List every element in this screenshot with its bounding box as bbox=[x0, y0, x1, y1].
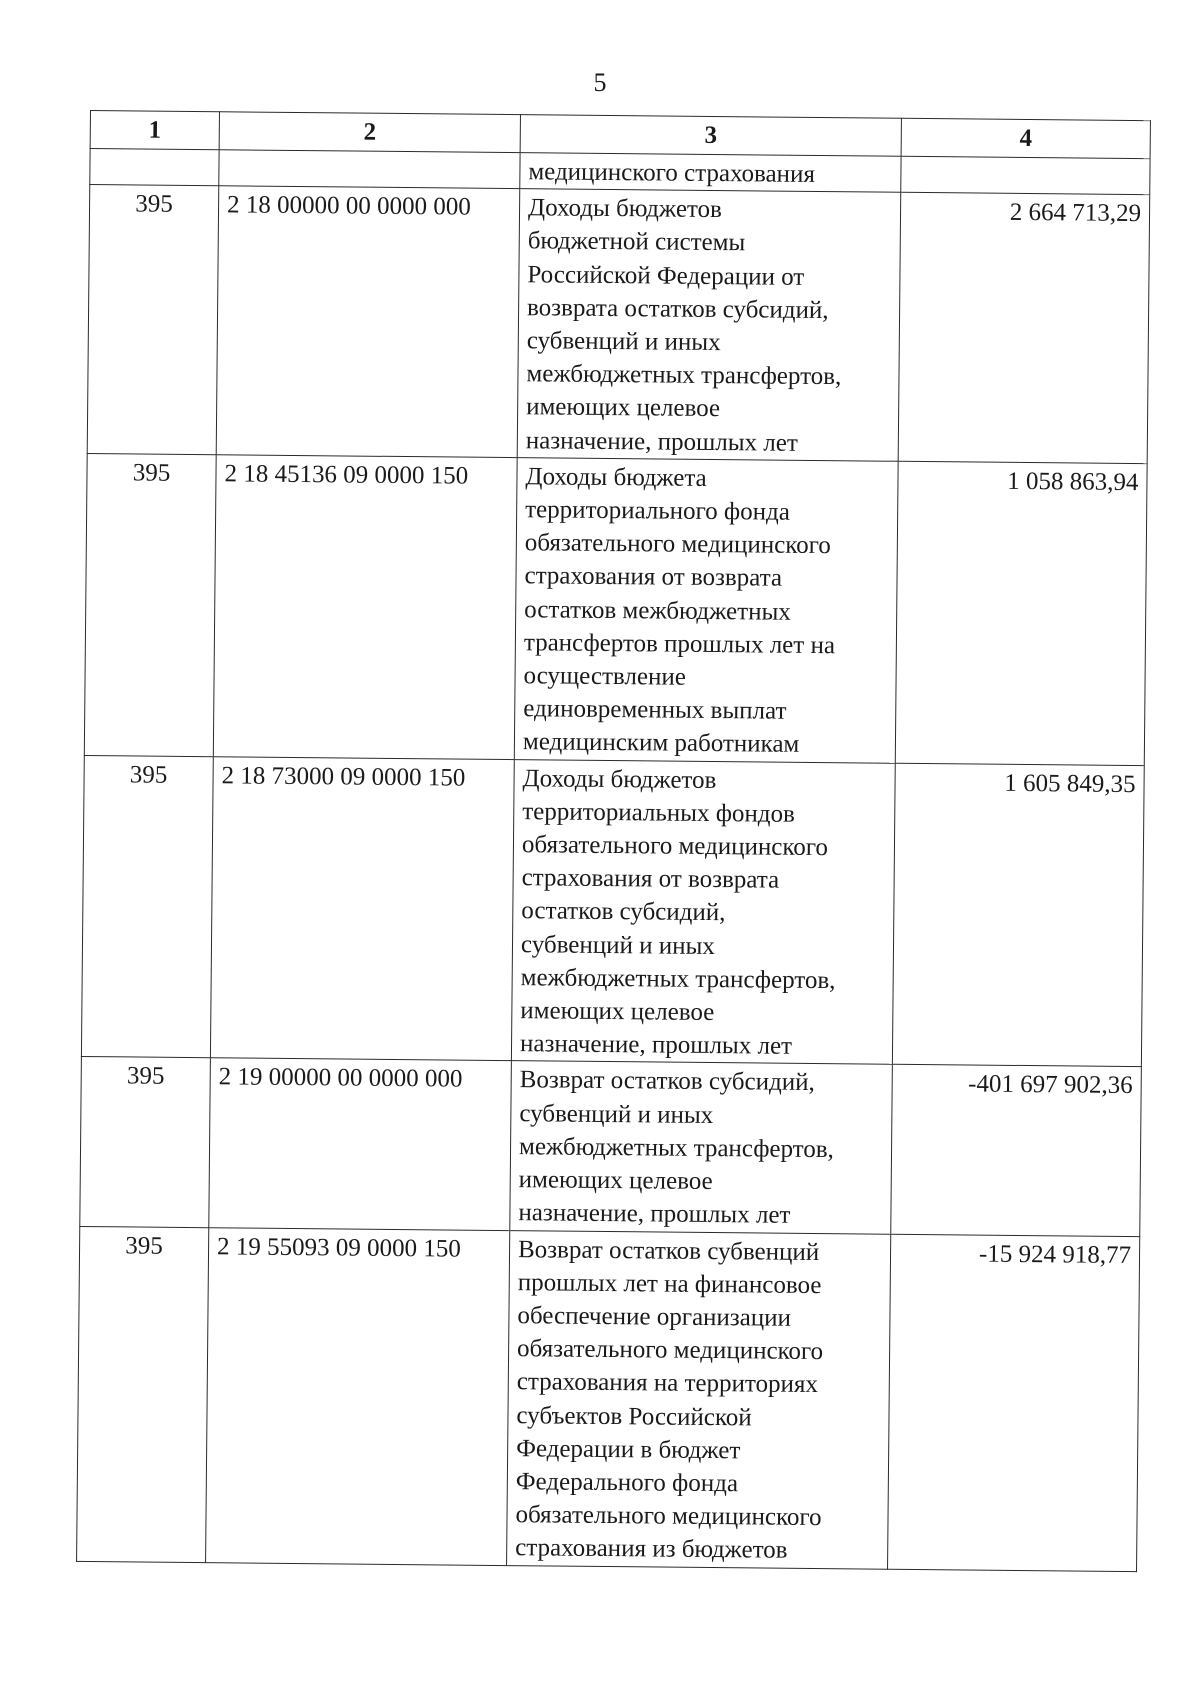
classification-code-cell: 2 19 00000 00 0000 000 bbox=[209, 1058, 512, 1230]
income-name-line: страхования на территориях bbox=[516, 1368, 819, 1399]
column-header-2: 2 bbox=[219, 112, 520, 153]
income-name-line: Федерального фонда bbox=[515, 1468, 739, 1498]
income-name-line: единовременных выплат bbox=[523, 695, 787, 725]
income-name-line: Доходы бюджетов bbox=[527, 194, 723, 224]
page-number: 5 bbox=[593, 68, 607, 97]
income-name-line: страхования от возврата bbox=[524, 562, 783, 593]
income-name-line: субвенций и иных bbox=[520, 930, 716, 960]
income-name-line: обязательного медицинского bbox=[515, 1501, 822, 1532]
income-name-line: остатков субсидий, bbox=[521, 897, 726, 927]
admin-code-cell: 395 bbox=[81, 755, 213, 1058]
income-name-line: межбюджетных трансфертов, bbox=[526, 360, 842, 391]
table-row bbox=[87, 185, 1150, 464]
income-name-line: медицинского страхования bbox=[528, 158, 816, 188]
table-row bbox=[77, 1226, 1140, 1571]
income-name-line: Российской Федерации от bbox=[527, 260, 805, 291]
income-name-cell bbox=[517, 189, 901, 461]
income-name-line: территориальных фондов bbox=[522, 798, 796, 828]
income-name-line: возврата остатков субсидий, bbox=[526, 294, 829, 324]
classification-code-cell: 2 19 55093 09 0000 150 bbox=[206, 1227, 510, 1565]
admin-code-cell: 395 bbox=[84, 453, 216, 756]
income-name-cell bbox=[510, 1061, 893, 1234]
income-name-line: Федерации в бюджет bbox=[516, 1434, 741, 1465]
income-name-line: субъектов Российской bbox=[516, 1401, 752, 1431]
income-name-line: Возврат остатков субвенций bbox=[517, 1235, 820, 1266]
table-body bbox=[77, 149, 1151, 1572]
income-name-line: Возврат остатков субсидий, bbox=[519, 1066, 815, 1097]
income-name-line: остатков межбюджетных bbox=[524, 595, 791, 626]
budget-table bbox=[76, 110, 1151, 1572]
admin-code-cell: 395 bbox=[77, 1226, 209, 1562]
income-name-line: субвенций и иных bbox=[519, 1099, 714, 1129]
income-name-line: медицинским работникам bbox=[522, 728, 800, 759]
amount-cell: -401 697 902,36 bbox=[891, 1065, 1142, 1236]
income-name-line: межбюджетных трансфертов, bbox=[518, 1133, 835, 1164]
income-name-line: Доходы бюджета bbox=[525, 463, 707, 492]
income-name-cell bbox=[520, 153, 901, 193]
table-row bbox=[84, 453, 1147, 765]
income-name-line: обязательного медицинского bbox=[516, 1335, 824, 1366]
classification-code-cell: 2 18 45136 09 0000 150 bbox=[213, 455, 517, 760]
income-name-line: имеющих целевое bbox=[526, 393, 721, 423]
table-row bbox=[81, 755, 1144, 1067]
income-name-line: обеспечение организации bbox=[517, 1302, 792, 1332]
income-name-cell bbox=[514, 457, 898, 762]
income-name-line: территориального фонда bbox=[525, 496, 791, 526]
amount-cell bbox=[901, 156, 1150, 195]
income-name-line: имеющих целевое bbox=[520, 997, 715, 1027]
income-name-line: субвенций и иных bbox=[526, 327, 721, 357]
classification-code-cell: 2 18 73000 09 0000 150 bbox=[210, 756, 514, 1061]
classification-code-cell bbox=[219, 150, 520, 189]
classification-code-cell: 2 18 00000 00 0000 000 bbox=[216, 186, 520, 458]
income-name-line: страхования из бюджетов bbox=[515, 1534, 788, 1565]
income-name-line: обязательного медицинского bbox=[521, 831, 829, 862]
amount-cell: 1 605 849,35 bbox=[892, 763, 1144, 1067]
income-name-line: Доходы бюджетов bbox=[522, 764, 717, 794]
income-name-line: назначение, прошлых лет bbox=[518, 1199, 791, 1230]
income-name-line: обязательного медицинского bbox=[524, 529, 831, 560]
budget-table-container bbox=[76, 110, 1150, 1572]
income-name-cell bbox=[511, 759, 895, 1064]
admin-code-cell: 395 bbox=[87, 185, 219, 455]
amount-cell: -15 924 918,77 bbox=[888, 1234, 1140, 1571]
column-header-4: 4 bbox=[901, 118, 1150, 158]
income-name-line: имеющих целевое bbox=[518, 1166, 713, 1196]
income-name-line: осуществление bbox=[523, 662, 686, 691]
income-name-line: трансфертов прошлых лет на bbox=[523, 629, 836, 660]
column-header-1: 1 bbox=[90, 111, 219, 150]
column-header-3: 3 bbox=[520, 115, 901, 157]
income-name-line: страхования от возврата bbox=[521, 864, 780, 894]
admin-code-cell: 395 bbox=[80, 1057, 211, 1227]
income-name-line: назначение, прошлых лет bbox=[525, 426, 798, 457]
table-row bbox=[80, 1057, 1142, 1236]
amount-cell: 1 058 863,94 bbox=[895, 461, 1147, 765]
income-name-line: назначение, прошлых лет bbox=[519, 1030, 793, 1061]
admin-code-cell bbox=[90, 149, 219, 186]
amount-cell: 2 664 713,29 bbox=[898, 192, 1150, 463]
income-name-line: прошлых лет на финансовое bbox=[517, 1268, 822, 1299]
income-name-line: бюджетной системы bbox=[527, 227, 746, 257]
income-name-line: межбюджетных трансфертов, bbox=[520, 964, 836, 995]
income-name-cell bbox=[507, 1230, 891, 1569]
